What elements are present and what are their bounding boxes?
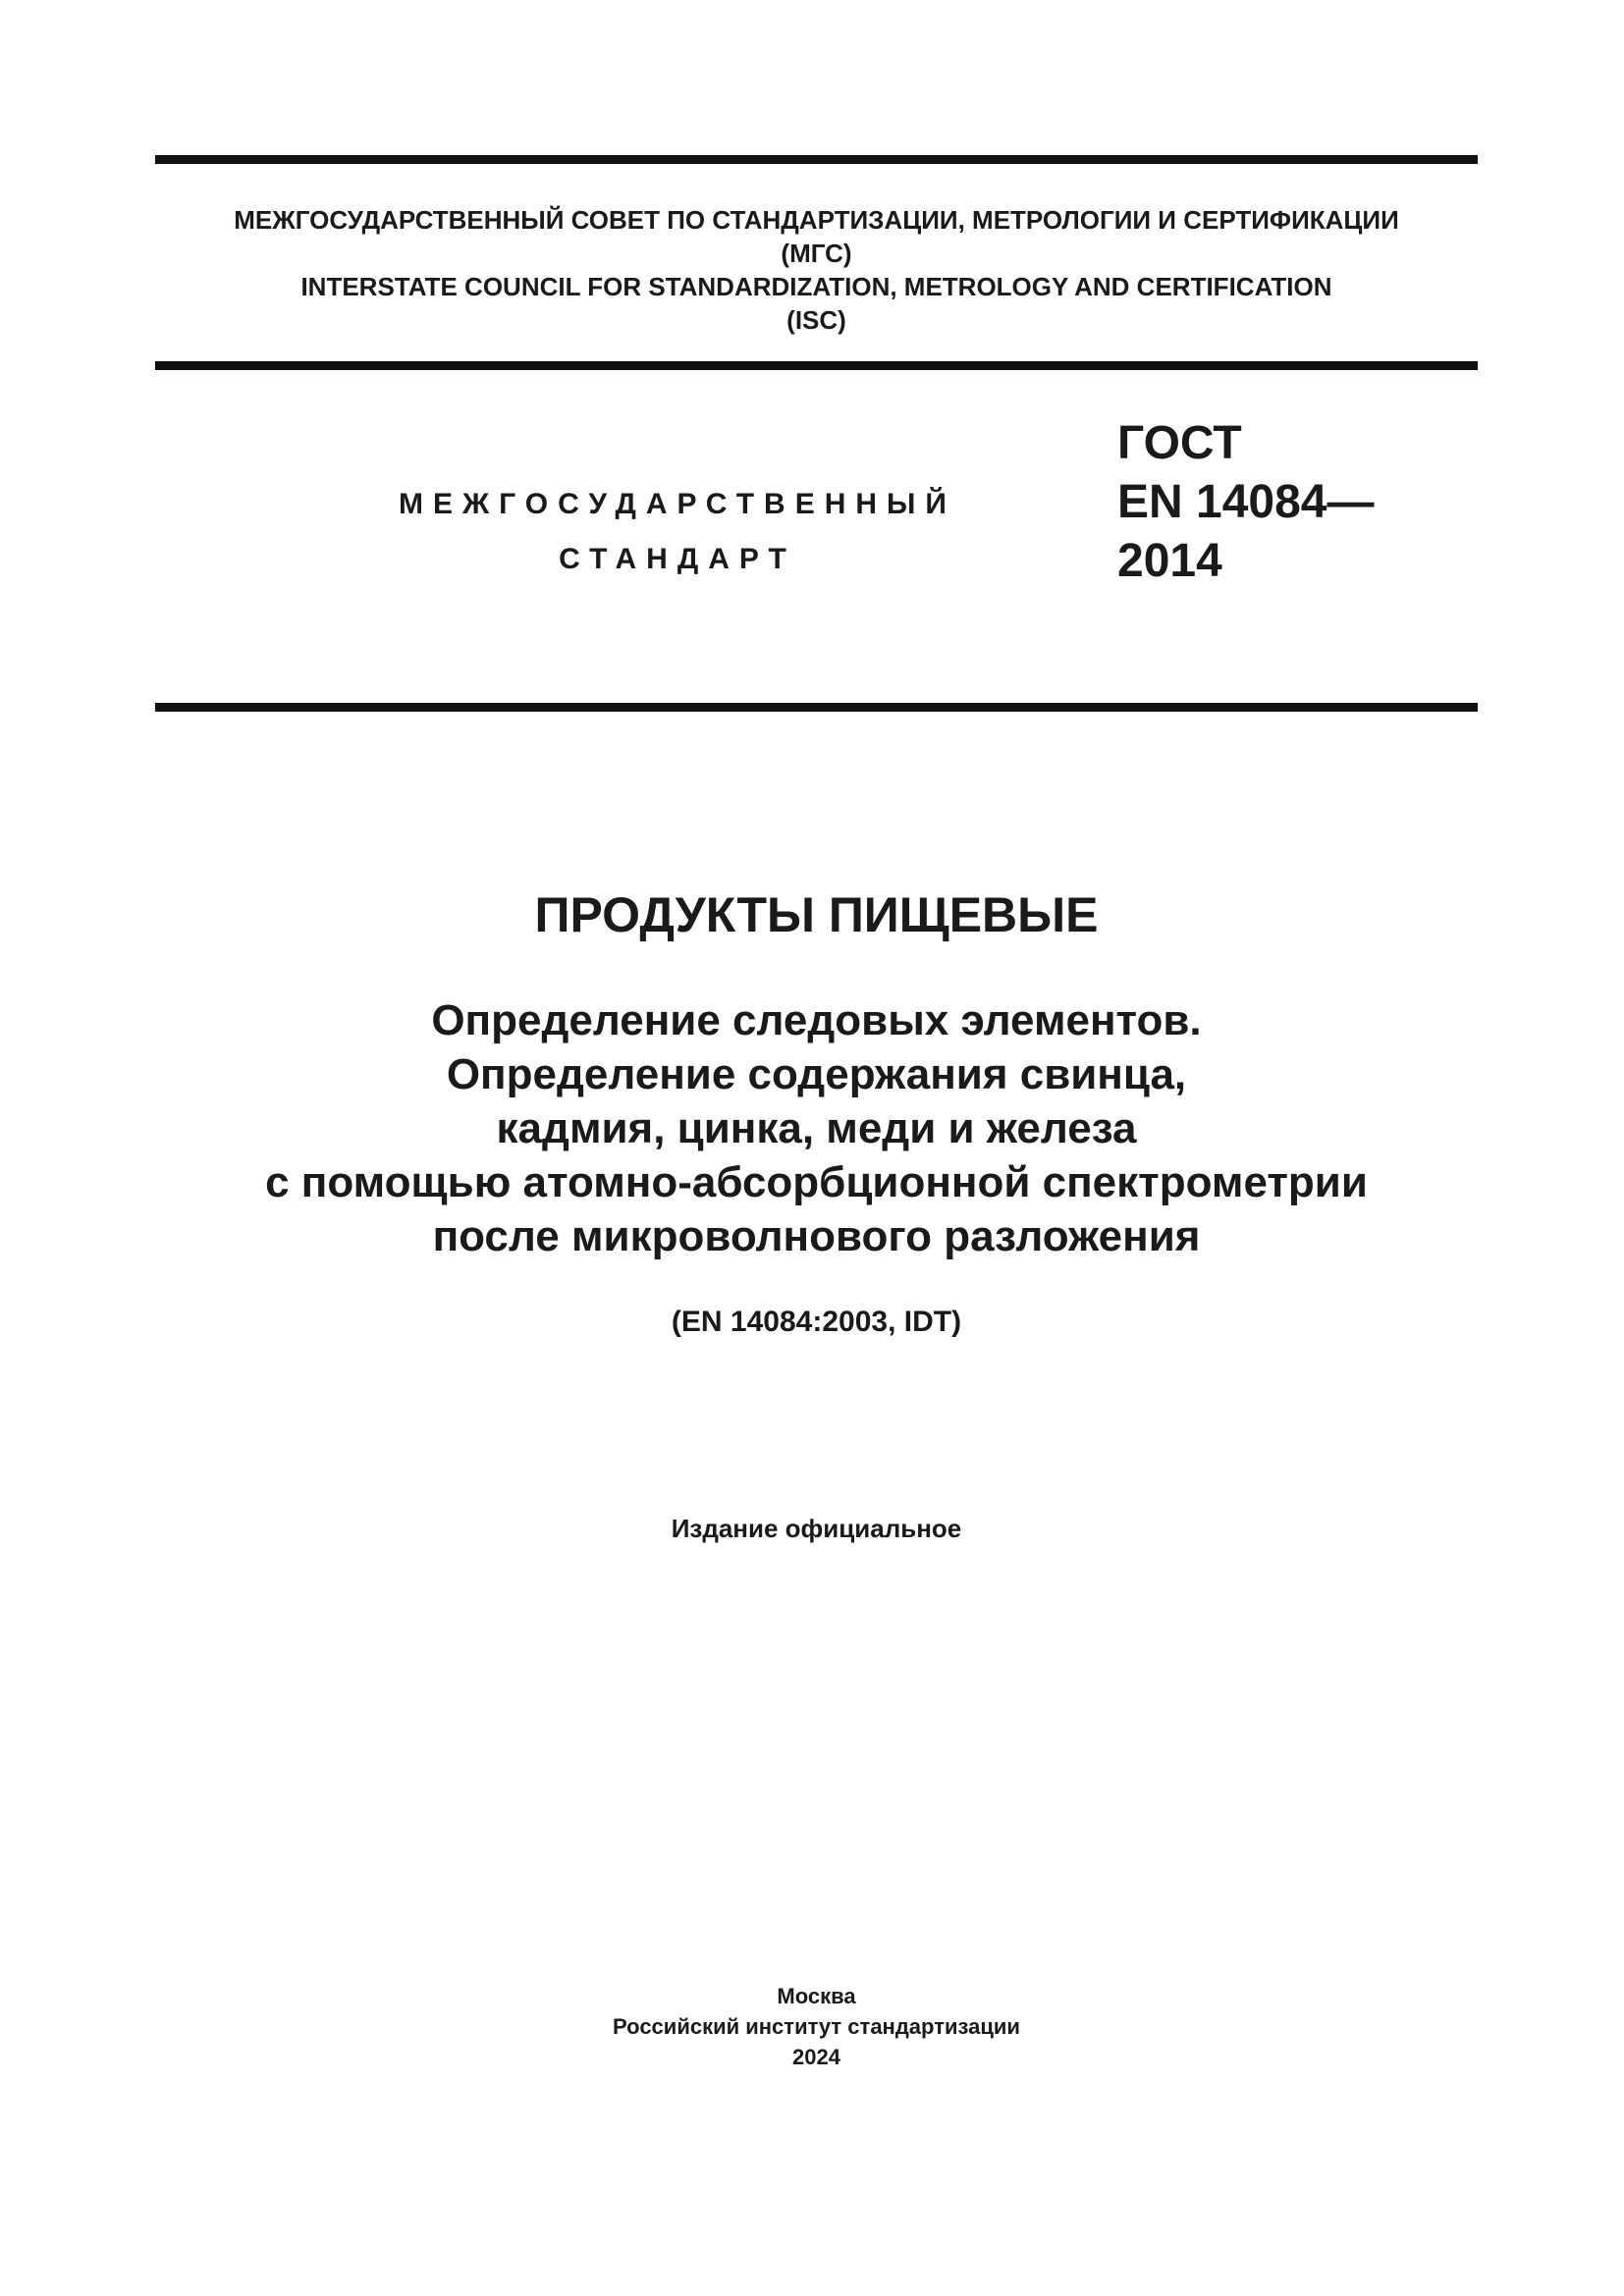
subtitle-line: после микроволнового разложения (432, 1212, 1201, 1260)
subtitle-line: с помощью атомно-абсорбционной спектрометрии (265, 1158, 1368, 1206)
designation-line-3: 2014 (1117, 535, 1222, 587)
reference-standard: (EN 14084:2003, IDT) (671, 1306, 962, 1338)
main-title: ПРОДУКТЫ ПИЩЕВЫЕ (534, 887, 1099, 942)
subtitle (155, 993, 1478, 1263)
council-name-ru: МЕЖГОСУДАРСТВЕННЫЙ СОВЕТ ПО СТАНДАРТИЗАЦИИ, МЕТРОЛОГИИ И СЕРТИФИКАЦИИ (234, 205, 1399, 235)
header-rule (155, 361, 1478, 370)
council-name-en: INTERSTATE COUNCIL FOR STANDARDIZATION, METROLOGY AND CERTIFICATION (300, 272, 1332, 301)
publisher-block (155, 1981, 1478, 2072)
subtitle-line: Определение содержания свинца, (446, 1050, 1187, 1098)
edition-note: Издание официальное (671, 1514, 962, 1543)
publisher-organization: Российский институт стандартизации (613, 2014, 1020, 2039)
council-abbr-ru: (МГС) (781, 239, 852, 268)
subtitle-line: Определение следовых элементов. (431, 996, 1202, 1044)
standard-designation (1117, 414, 1375, 591)
standard-kind-line-1: МЕЖГОСУДАРСТВЕННЫЙ (399, 488, 956, 520)
top-rule (155, 155, 1478, 164)
standard-kind-line-2: СТАНДАРТ (559, 543, 796, 575)
title-block (155, 885, 1478, 1342)
designation-line-2: EN 14084— (1117, 476, 1375, 528)
designation-line-1: ГОСТ (1117, 417, 1242, 469)
subtitle-line: кадмия, цинка, меди и железа (496, 1104, 1137, 1152)
council-abbr-en: (ISC) (786, 305, 846, 335)
publisher-city: Москва (777, 1984, 856, 2008)
publication-year: 2024 (792, 2045, 840, 2069)
standard-kind (373, 477, 982, 587)
designation-rule (155, 703, 1478, 712)
council-header (155, 203, 1478, 337)
